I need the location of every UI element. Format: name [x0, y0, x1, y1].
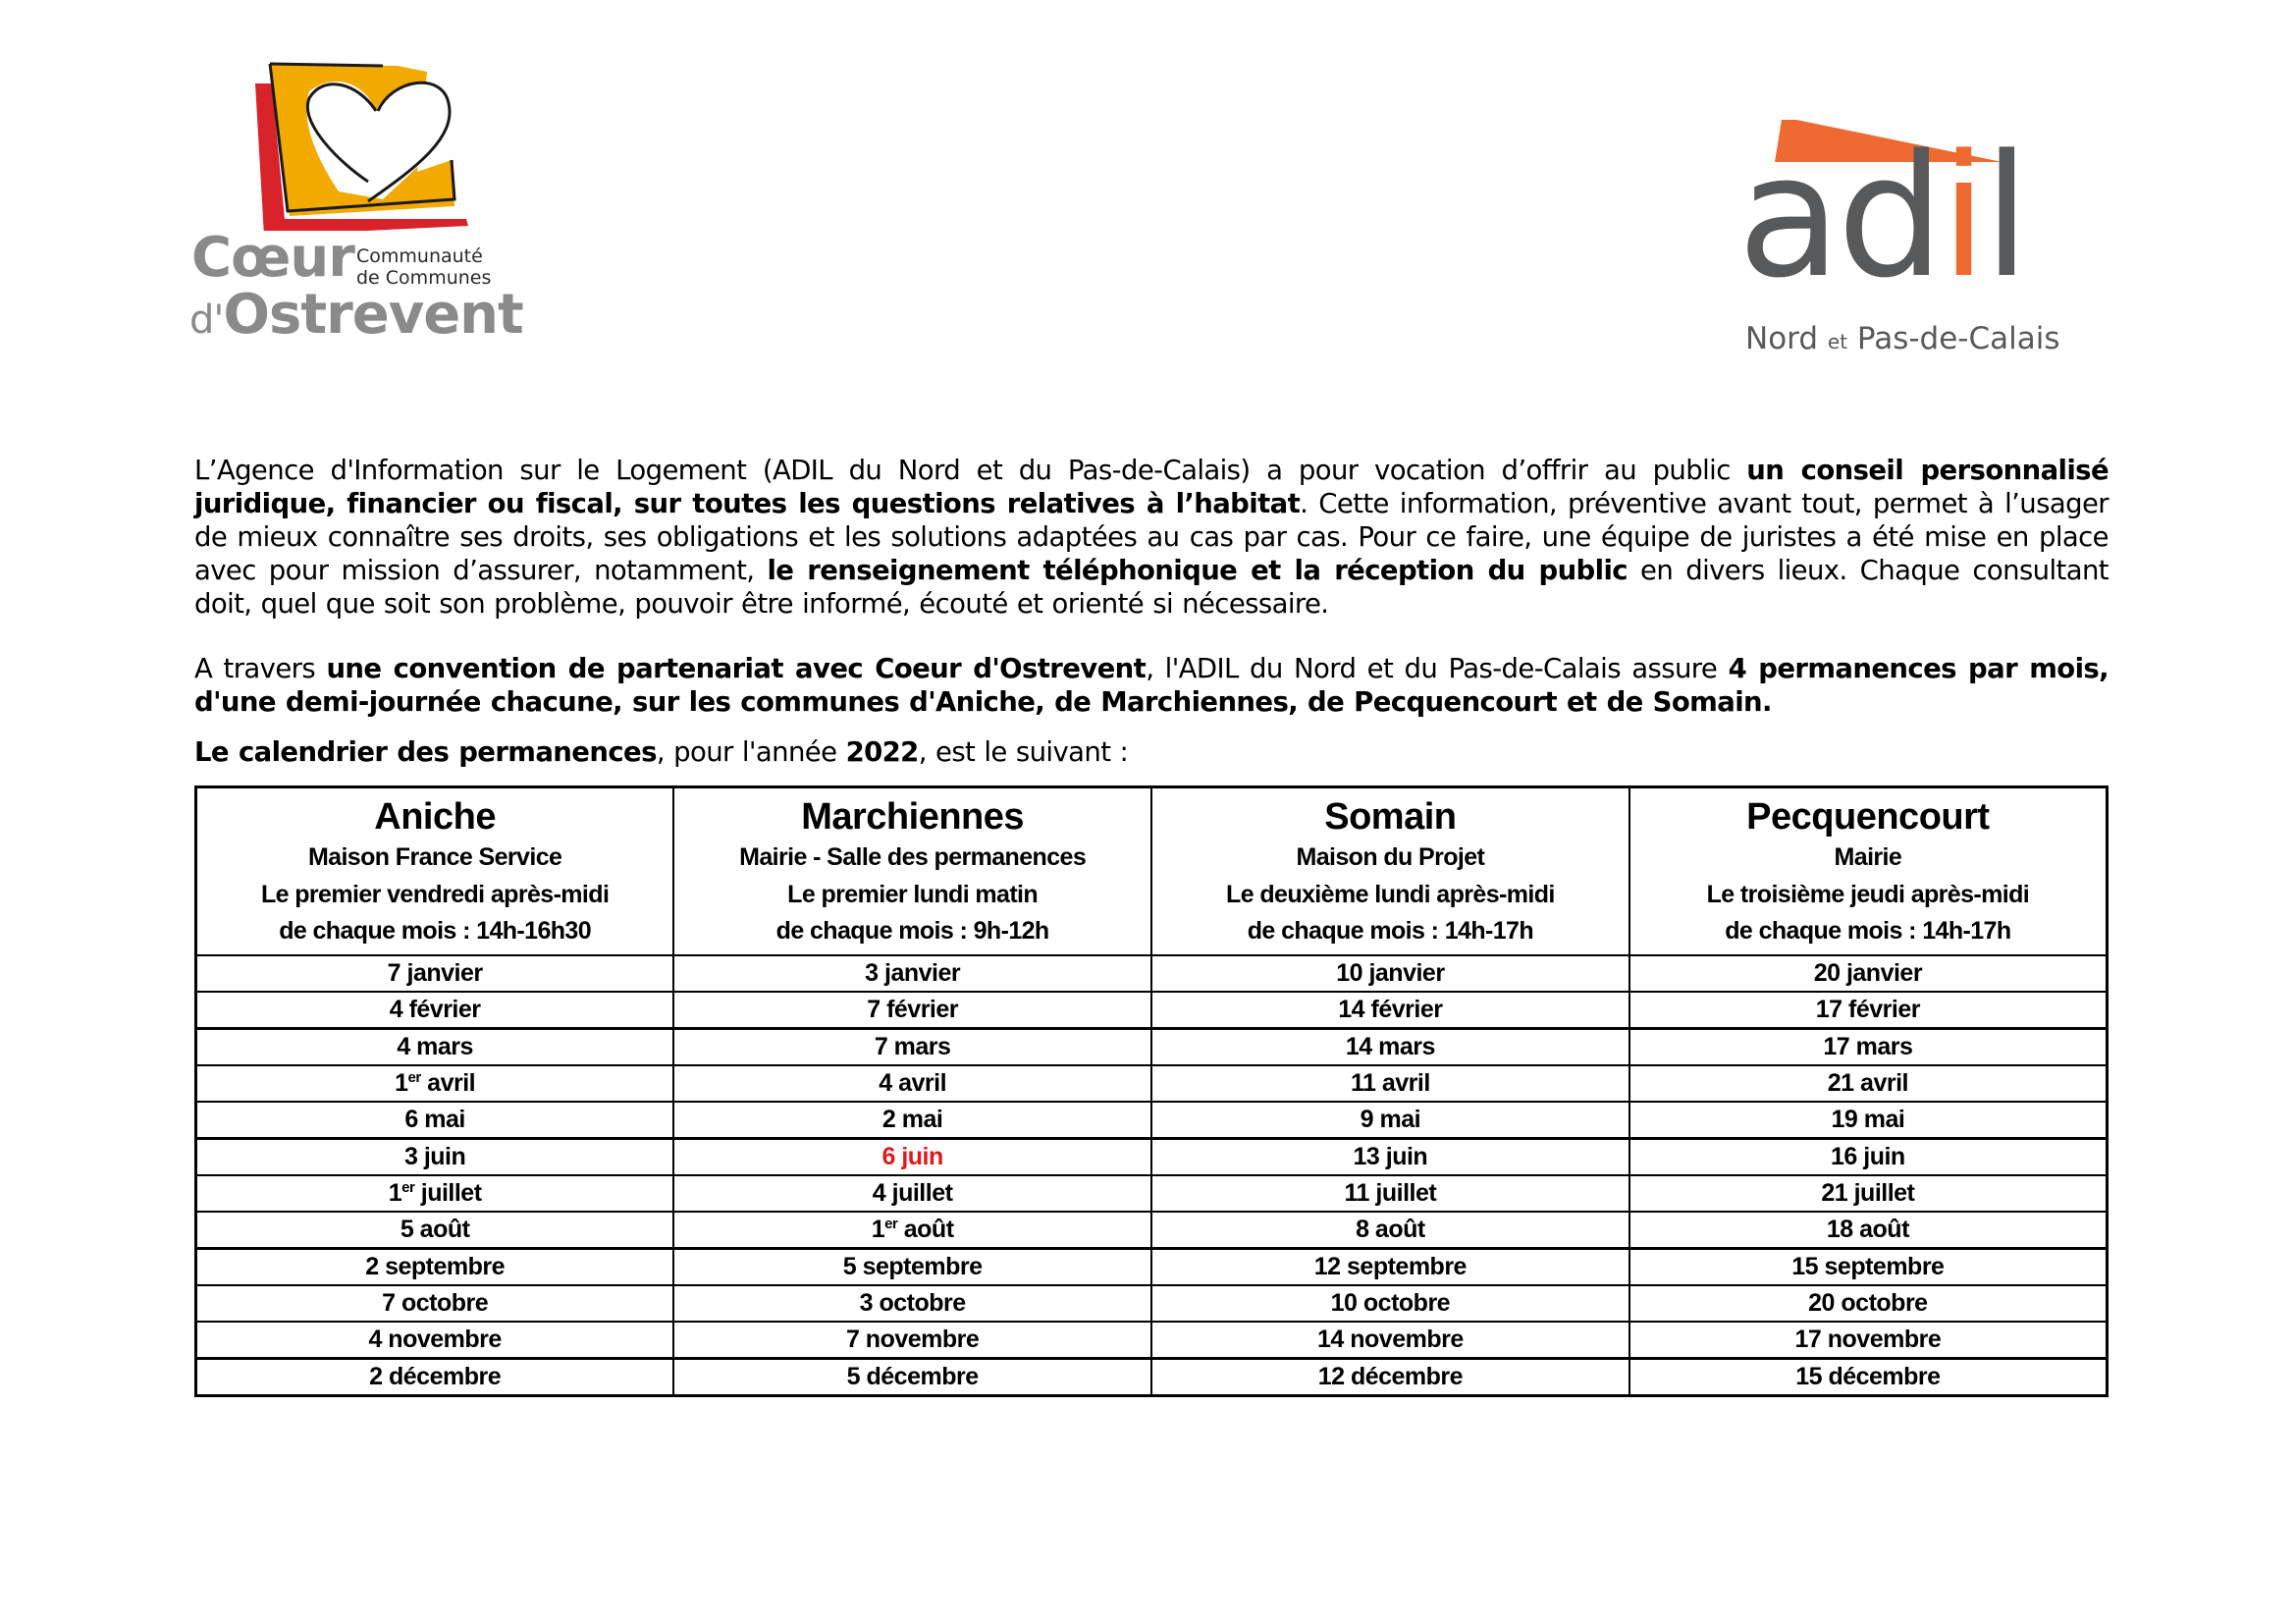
month-name: novembre — [1343, 1325, 1464, 1353]
month-name: mars — [1849, 1032, 1913, 1060]
month-name: février — [402, 995, 481, 1023]
day-number: 4 — [872, 1178, 886, 1207]
day-number: 14 — [1345, 1032, 1372, 1060]
partnership-paragraph — [194, 652, 2109, 719]
date-cell-marchiennes — [673, 1065, 1151, 1102]
month-name: janvier — [878, 958, 961, 987]
date-cell-somain — [1151, 1175, 1629, 1212]
date-cell-marchiennes — [673, 1102, 1151, 1139]
emphasis-text: Le calendrier des permanences — [194, 736, 657, 768]
month-name: octobre — [873, 1288, 966, 1317]
month-name: avril — [420, 1068, 476, 1097]
month-name: août — [1852, 1215, 1909, 1243]
calendar-intro — [194, 735, 2109, 769]
day-number: 17 — [1815, 995, 1842, 1023]
schedule-row — [196, 1285, 2108, 1322]
town-name: Pecquencourt — [1746, 796, 1990, 838]
month-name: mai — [417, 1105, 465, 1133]
month-name: février — [1364, 995, 1443, 1023]
date-cell-pecquencourt — [1629, 1102, 2108, 1139]
month-name: février — [880, 995, 959, 1023]
day-number: 7 — [874, 1032, 888, 1060]
date-cell-pecquencourt — [1629, 1175, 2108, 1212]
recurrence: Le premier vendredi après-midi — [260, 880, 610, 908]
hours: de chaque mois : 14h-17h — [1725, 917, 2011, 945]
logo-subtitle-line1: Communauté — [356, 245, 483, 267]
body-text: en divers lieux. Chaque consultant doit, quel que soit son problème, pouvoir être informé, écouté et orienté si nécessaire. — [194, 555, 2109, 620]
date-cell-pecquencourt — [1629, 1322, 2108, 1359]
date-cell-somain — [1151, 1322, 1629, 1359]
body-text: . Cette information, préventive avant tout, permet à l’usager de mieux connaître ses droits, ses obligations et les solutions adaptées au cas par cas. Pour ce faire, une équipe de juristes a été mise en place avec pour mission d’assurer, notamment, — [194, 488, 2109, 586]
month-name: février — [1842, 995, 1920, 1023]
date-cell-marchiennes — [673, 1028, 1151, 1065]
day-number: 4 — [368, 1325, 382, 1353]
date-cell-aniche — [196, 1028, 674, 1065]
adil-subtitle-pdc: Pas-de-Calais — [1856, 321, 2060, 356]
town-name: Somain — [1324, 796, 1457, 838]
heart-square-icon — [191, 54, 506, 231]
date-cell-somain — [1151, 1138, 1629, 1175]
emphasis-text: un conseil personnalisé juridique, financier ou fiscal, sur toutes les questions relatives à l’habitat — [194, 455, 2109, 519]
adil-wordmark — [1737, 118, 2027, 315]
intro-paragraph — [194, 454, 2109, 621]
day-number: 12 — [1317, 1362, 1345, 1390]
date-cell-marchiennes — [673, 1212, 1151, 1249]
month-name: décembre — [860, 1362, 979, 1390]
permanences-schedule-table — [194, 785, 2109, 1397]
emphasis-text: 4 permanences par mois, d'une demi-journée chacune, sur les communes d'Aniche, de Marchiennes, de Pecquencourt et de Somain. — [194, 653, 2109, 718]
date-cell-somain — [1151, 1065, 1629, 1102]
schedule-row — [196, 1175, 2108, 1212]
logo-name-ostrevent-text: Ostrevent — [223, 283, 523, 347]
date-cell-pecquencourt — [1629, 1212, 2108, 1249]
day-number: 5 — [846, 1362, 861, 1390]
hours: de chaque mois : 14h-16h30 — [279, 917, 592, 945]
month-name: juin — [1856, 1142, 1905, 1170]
day-number: 1 — [388, 1178, 402, 1207]
day-number: 15 — [1795, 1362, 1822, 1390]
month-name: juin — [417, 1142, 466, 1170]
adil-wordmark-l: l — [1983, 118, 2027, 315]
emphasis-text: le renseignement téléphonique et la réception du public — [767, 555, 1628, 586]
day-number: 15 — [1791, 1252, 1819, 1280]
hours: de chaque mois : 9h-12h — [775, 917, 1049, 945]
month-name: novembre — [1821, 1325, 1942, 1353]
month-name: août — [897, 1215, 954, 1243]
day-number: 17 — [1794, 1325, 1822, 1353]
venue: Maison du Projet — [1296, 843, 1485, 871]
month-name: juin — [894, 1142, 943, 1170]
body-text: , pour l'année — [656, 736, 846, 768]
schedule-row — [196, 1322, 2108, 1359]
hours: de chaque mois : 14h-17h — [1247, 917, 1533, 945]
adil-wordmark-ad: ad — [1737, 118, 1941, 315]
schedule-row — [196, 1212, 2108, 1249]
schedule-body — [196, 955, 2108, 1396]
day-number: 6 — [881, 1142, 895, 1170]
day-number: 13 — [1353, 1142, 1380, 1170]
month-name: juillet — [1847, 1178, 1915, 1207]
date-cell-pecquencourt — [1629, 992, 2108, 1029]
day-number: 11 — [1344, 1178, 1369, 1207]
day-number: 7 — [867, 995, 881, 1023]
logo-name-ostrevent — [189, 283, 523, 347]
day-number: 20 — [1813, 958, 1841, 987]
month-name: juillet — [414, 1178, 482, 1207]
month-name: août — [1368, 1215, 1425, 1243]
column-header-aniche — [196, 787, 674, 955]
schedule-row — [196, 992, 2108, 1029]
day-number: 4 — [397, 1032, 410, 1060]
day-number: 4 — [389, 995, 403, 1023]
recurrence: Le deuxième lundi après-midi — [1226, 880, 1555, 908]
logo-name-prefix: d' — [189, 298, 224, 343]
schedule-row — [196, 955, 2108, 992]
day-number: 11 — [1350, 1068, 1376, 1097]
day-number: 12 — [1313, 1252, 1341, 1280]
date-cell-pecquencourt — [1629, 1138, 2108, 1175]
schedule-row — [196, 1138, 2108, 1175]
date-cell-pecquencourt — [1629, 1065, 2108, 1102]
month-name: mars — [1371, 1032, 1435, 1060]
date-cell-pecquencourt — [1629, 1285, 2108, 1322]
emphasis-text: une convention de partenariat avec Coeur d'Ostrevent — [326, 653, 1147, 684]
day-number: 17 — [1823, 1032, 1850, 1060]
month-name: mai — [1373, 1105, 1421, 1133]
date-cell-aniche — [196, 1212, 674, 1249]
date-cell-somain — [1151, 1102, 1629, 1139]
month-name: janvier — [1840, 958, 1923, 987]
month-name: avril — [891, 1068, 947, 1097]
venue: Mairie - Salle des permanences — [739, 843, 1087, 871]
month-name: avril — [1853, 1068, 1908, 1097]
date-cell-aniche — [196, 1248, 674, 1285]
day-number: 9 — [1360, 1105, 1374, 1133]
venue: Mairie — [1834, 843, 1902, 871]
day-number: 14 — [1317, 1325, 1344, 1353]
date-cell-marchiennes — [673, 1285, 1151, 1322]
day-number: 7 — [382, 1288, 396, 1317]
schedule-row — [196, 1102, 2108, 1139]
day-number: 10 — [1330, 1288, 1358, 1317]
schedule-row — [196, 1358, 2108, 1395]
date-cell-aniche — [196, 1138, 674, 1175]
day-number: 3 — [859, 1288, 874, 1317]
month-name: décembre — [1344, 1362, 1464, 1390]
body-text: L’Agence d'Information sur le Logement (ADIL du Nord et du Pas-de-Calais) a pour vocation d’offrir au public — [194, 455, 1747, 486]
day-number: 1 — [395, 1068, 408, 1097]
date-cell-somain — [1151, 1285, 1629, 1322]
date-cell-somain — [1151, 1212, 1629, 1249]
month-name: octobre — [1357, 1288, 1451, 1317]
month-name: mars — [409, 1032, 473, 1060]
day-number: 3 — [403, 1142, 418, 1170]
date-cell-aniche — [196, 1175, 674, 1212]
month-name: août — [413, 1215, 470, 1243]
day-number: 2 — [369, 1362, 383, 1390]
month-name: mars — [887, 1032, 951, 1060]
body-text: , est le suivant : — [918, 736, 1129, 768]
date-cell-aniche — [196, 955, 674, 992]
ordinal-suffix: er — [407, 1068, 421, 1086]
day-number: 6 — [404, 1105, 418, 1133]
emphasis-text: 2022 — [845, 736, 919, 768]
table-header-row — [196, 787, 2108, 955]
date-cell-pecquencourt — [1629, 955, 2108, 992]
ordinal-suffix: er — [401, 1178, 415, 1196]
adil-subtitle — [1745, 321, 2060, 356]
month-name: décembre — [1822, 1362, 1941, 1390]
date-cell-pecquencourt — [1629, 1358, 2108, 1395]
recurrence: Le premier lundi matin — [787, 880, 1039, 908]
date-cell-marchiennes — [673, 955, 1151, 992]
body-text: A travers — [194, 653, 327, 684]
day-number: 21 — [1827, 1068, 1854, 1097]
day-number: 2 — [365, 1252, 379, 1280]
month-name: janvier — [1362, 958, 1445, 987]
date-cell-aniche — [196, 1358, 674, 1395]
date-cell-aniche — [196, 992, 674, 1029]
date-cell-somain — [1151, 1248, 1629, 1285]
month-name: juillet — [1368, 1178, 1437, 1207]
day-number: 21 — [1821, 1178, 1848, 1207]
month-name: septembre — [856, 1252, 983, 1280]
month-name: juillet — [885, 1178, 953, 1207]
day-number: 18 — [1826, 1215, 1853, 1243]
date-cell-marchiennes — [673, 1358, 1151, 1395]
day-number: 5 — [400, 1215, 414, 1243]
schedule-row — [196, 1248, 2108, 1285]
month-name: novembre — [381, 1325, 502, 1353]
adil-subtitle-nord: Nord — [1745, 321, 1819, 356]
date-cell-somain — [1151, 1028, 1629, 1065]
day-number: 7 — [845, 1325, 860, 1353]
day-number: 19 — [1831, 1105, 1858, 1133]
body-text: , l'ADIL du Nord et du Pas-de-Calais assure — [1146, 653, 1729, 684]
date-cell-pecquencourt — [1629, 1028, 2108, 1065]
recurrence: Le troisième jeudi après-midi — [1706, 880, 2030, 908]
month-name: janvier — [400, 958, 483, 987]
month-name: décembre — [382, 1362, 502, 1390]
day-number: 10 — [1336, 958, 1362, 987]
day-number: 2 — [881, 1105, 896, 1133]
month-name: septembre — [378, 1252, 506, 1280]
date-cell-marchiennes — [673, 1175, 1151, 1212]
coeur-dostrevent-logo — [189, 54, 523, 368]
month-name: septembre — [1818, 1252, 1945, 1280]
date-cell-pecquencourt — [1629, 1248, 2108, 1285]
day-number: 5 — [842, 1252, 857, 1280]
venue: Maison France Service — [307, 843, 562, 871]
date-cell-somain — [1151, 992, 1629, 1029]
day-number: 4 — [879, 1068, 892, 1097]
date-cell-marchiennes — [673, 992, 1151, 1029]
day-number: 16 — [1831, 1142, 1857, 1170]
schedule-row — [196, 1065, 2108, 1102]
month-name: mai — [895, 1105, 943, 1133]
month-name: avril — [1375, 1068, 1430, 1097]
logo-subtitle-line2: de Communes — [356, 267, 492, 289]
month-name: novembre — [859, 1325, 980, 1353]
date-cell-marchiennes — [673, 1248, 1151, 1285]
date-cell-somain — [1151, 1358, 1629, 1395]
adil-subtitle-et: et — [1827, 330, 1848, 353]
ordinal-suffix: er — [884, 1215, 898, 1232]
adil-logo — [1737, 113, 2091, 368]
day-number: 20 — [1808, 1288, 1835, 1317]
date-cell-somain — [1151, 955, 1629, 992]
month-name: mai — [1857, 1105, 1905, 1133]
town-name: Marchiennes — [801, 796, 1025, 838]
adil-wordmark-i: i — [1940, 118, 1984, 315]
column-header-marchiennes — [673, 787, 1151, 955]
day-number: 1 — [871, 1215, 885, 1243]
date-cell-aniche — [196, 1102, 674, 1139]
day-number: 14 — [1338, 995, 1365, 1023]
month-name: octobre — [1834, 1288, 1928, 1317]
date-cell-aniche — [196, 1322, 674, 1359]
day-number: 8 — [1356, 1215, 1369, 1243]
date-cell-aniche — [196, 1065, 674, 1102]
day-number: 7 — [387, 958, 401, 987]
month-name: juin — [1379, 1142, 1428, 1170]
date-cell-marchiennes — [673, 1138, 1151, 1175]
date-cell-aniche — [196, 1285, 674, 1322]
month-name: septembre — [1340, 1252, 1467, 1280]
date-cell-marchiennes — [673, 1322, 1151, 1359]
day-number: 3 — [865, 958, 879, 987]
logo-name-coeur: Cœur — [191, 226, 354, 290]
town-name: Aniche — [374, 796, 496, 838]
column-header-somain — [1151, 787, 1629, 955]
column-header-pecquencourt — [1629, 787, 2108, 955]
month-name: octobre — [395, 1288, 489, 1317]
schedule-row — [196, 1028, 2108, 1065]
